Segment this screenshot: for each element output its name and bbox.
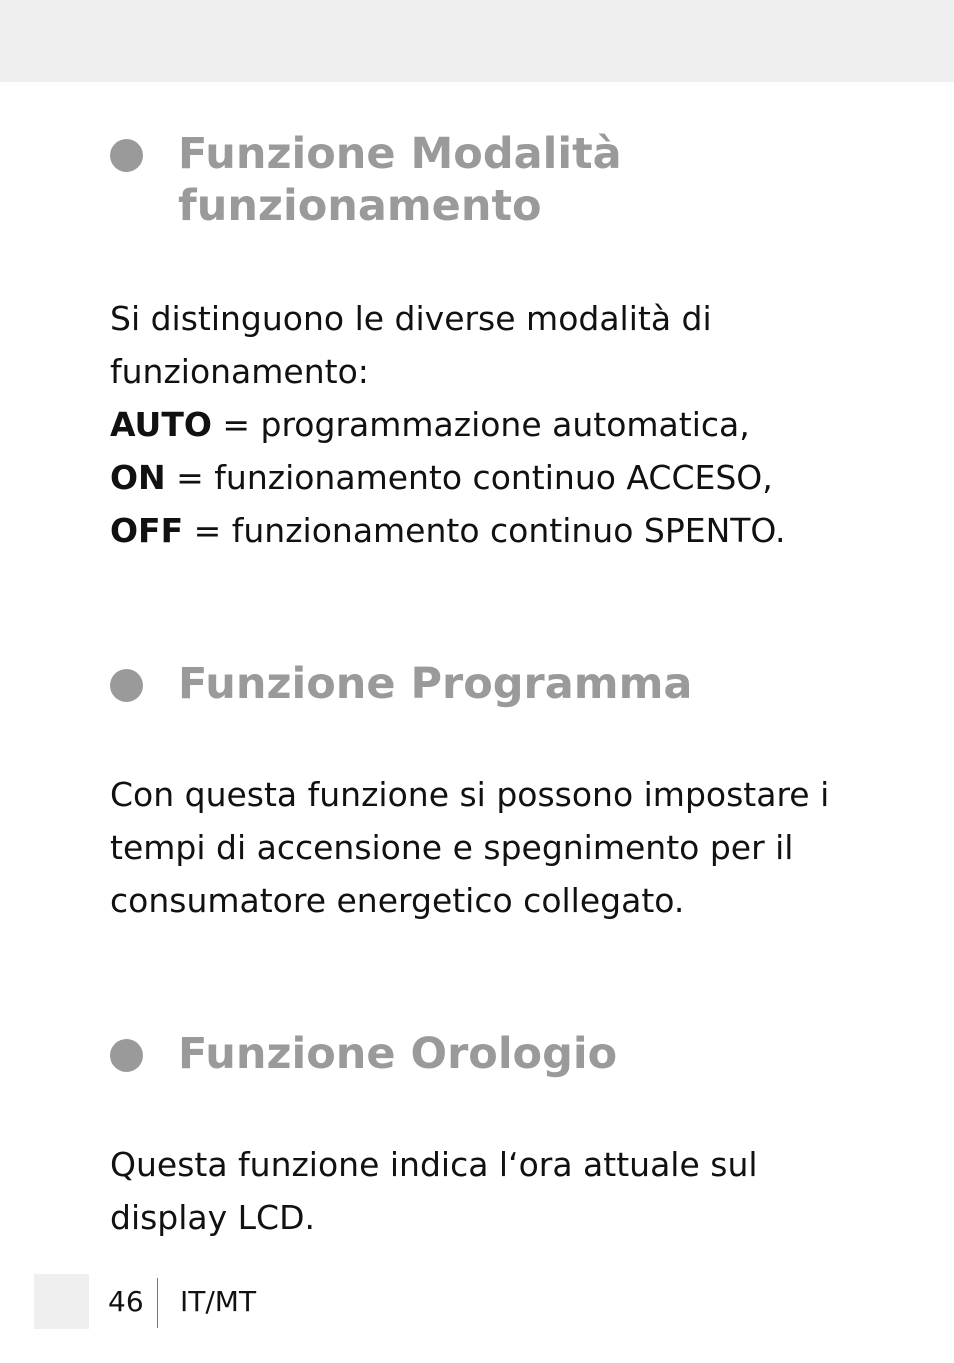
paragraph-line: funzionamento: [110, 352, 369, 391]
footer-tab-marker [34, 1274, 89, 1329]
paragraph-line: Si distinguono le diverse modalità di [110, 299, 712, 338]
mode-key: AUTO [110, 405, 212, 444]
section-body-modalita [110, 292, 870, 557]
mode-description: = funzionamento continuo SPENTO. [183, 511, 786, 550]
section-title-line: funzionamento [178, 181, 542, 231]
section-title: Funzione Programma [178, 659, 693, 709]
header-band [0, 0, 954, 82]
section-bullet-icon [110, 139, 143, 172]
mode-item [110, 504, 870, 557]
mode-item [110, 451, 870, 504]
footer-divider [157, 1278, 158, 1328]
section-heading-modalita [110, 128, 890, 238]
paragraph-line: Questa funzione indica l‘ora attuale sul [110, 1145, 758, 1184]
mode-item [110, 398, 870, 451]
mode-key: OFF [110, 511, 184, 550]
mode-description: = funzionamento continuo ACCESO, [165, 458, 773, 497]
section-body-programma [110, 768, 870, 927]
mode-description: = programmazione automatica, [211, 405, 750, 444]
section-title [178, 128, 622, 232]
mode-key: ON [110, 458, 166, 497]
paragraph-line: consumatore energetico collegato. [110, 881, 685, 920]
section-heading-programma [110, 658, 890, 714]
section-heading-orologio [110, 1028, 890, 1084]
paragraph-line: Con questa funzione si possono impostare i [110, 775, 830, 814]
page-number: 46 [108, 1285, 144, 1318]
section-bullet-icon [110, 669, 143, 702]
paragraph-line: display LCD. [110, 1198, 315, 1237]
paragraph-line: tempi di accensione e spegnimento per il [110, 828, 794, 867]
section-title-line: Funzione Modalità [178, 129, 622, 179]
language-code: IT/MT [180, 1285, 257, 1318]
section-body-orologio [110, 1138, 870, 1244]
section-bullet-icon [110, 1039, 143, 1072]
section-title: Funzione Orologio [178, 1029, 618, 1079]
